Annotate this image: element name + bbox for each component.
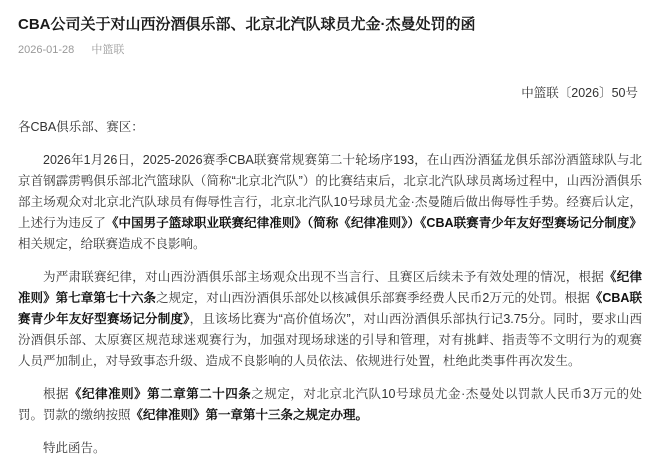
paragraph-text: ，且该场比赛为“高价值场次”，对山西汾酒俱乐部执行记3.75分。同时，要求山西汾酒俱乐部、太原赛区规范球迷观赛行为，加强对现场球迷的引导和管理，对有挑衅、指责等不文明行为的观赛人员严加制止，对导致事态升级、造成不良影响的人员依法、依规进行处置，杜绝此类事件再次发生。 <box>18 312 642 368</box>
regulation-reference: 《中国男子篮球职业联赛纪律准则》（简称《纪律准则》）《CBA联赛青少年友好型赛场记分制度》 <box>105 216 642 230</box>
paragraph-text: 之规定，对北京北汽队10号球员尤金·杰曼处以罚款人民币3万元的处罚。罚款的缴纳按照 <box>18 387 642 422</box>
page-title: CBA公司关于对山西汾酒俱乐部、北京北汽队球员尤金·杰曼处罚的函 <box>18 16 476 33</box>
regulation-reference: 《纪律准则》第二章第二十四条 <box>69 387 252 401</box>
document-meta <box>18 42 642 58</box>
publish-source: 中篮联 <box>91 44 125 56</box>
paragraph-text: 之规定，对山西汾酒俱乐部处以核减俱乐部赛季经费人民币2万元的处罚。根据 <box>156 291 590 305</box>
paragraph-3 <box>18 384 642 426</box>
paragraph-text: 2026年1月26日，2025-2026赛季CBA联赛常规赛第二十轮场序193，在山西汾酒猛龙俱乐部汾酒篮球队与北京首钢霹雳鸭俱乐部北汽篮球队（简称“北京北汽队”）的比赛结束后，北京北汽队球员离场过程中，山西汾酒俱乐部主场观众对北京北汽队球员有侮辱性言行，北京北汽队10号球员尤金·杰曼随后做出侮辱性手势。经赛后认定，上述行为违反了 <box>18 153 642 230</box>
document-closing: 特此函告。 <box>43 441 106 455</box>
publish-date: 2026-01-28 <box>18 44 75 56</box>
document-number: 中篮联〔2026〕50号 <box>521 86 638 100</box>
regulation-reference: 《CBA联赛青少年友好型赛场记分制度》 <box>18 291 642 326</box>
regulation-reference: 《纪律准则》第一章第十三条之规定办理。 <box>130 408 369 422</box>
meta-separator <box>77 44 88 56</box>
paragraph-text: 根据 <box>43 387 70 401</box>
paragraph-2 <box>18 267 642 372</box>
paragraph-text: 相关规定，给联赛造成不良影响。 <box>18 237 206 251</box>
document-salutation: 各CBA俱乐部、赛区： <box>18 120 144 134</box>
paragraph-text: 为严肃联赛纪律，对山西汾酒俱乐部主场观众出现不当言行、且赛区后续未予有效处理的情况，根据 <box>43 270 604 284</box>
regulation-reference: 《纪律准则》第七章第七十六条 <box>18 270 642 305</box>
paragraph-1 <box>18 150 642 255</box>
